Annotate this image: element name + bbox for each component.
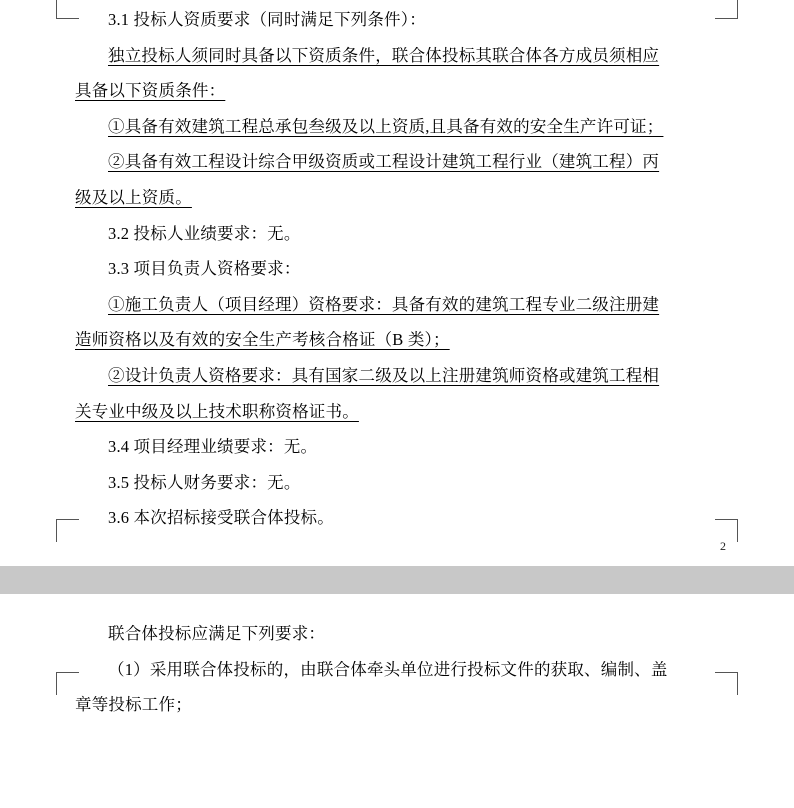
crop-mark-page2-right	[715, 672, 738, 695]
paragraph-3-1-heading: 3.1 投标人资质要求（同时满足下列条件）：	[108, 10, 426, 29]
document-page-2	[0, 594, 794, 808]
paragraph-3-3-item-2-line-2: 关专业中级及以上技术职称资格证书。	[75, 401, 359, 421]
crop-mark-bottom-right	[715, 519, 738, 542]
crop-mark-top-right	[715, 0, 738, 19]
page-2-content	[0, 594, 794, 723]
paragraph-joint-bid-heading: 联合体投标应满足下列要求：	[108, 624, 326, 643]
crop-mark-bottom-left	[56, 519, 79, 542]
crop-mark-top-left	[56, 0, 79, 19]
crop-mark-page2-left	[56, 672, 79, 695]
paragraph-3-3-heading: 3.3 项目负责人资格要求：	[108, 259, 301, 279]
paragraph-3-4: 3.4 项目经理业绩要求：无。	[108, 437, 318, 457]
paragraph-3-3-item-2-line-1: ②设计负责人资格要求：具有国家二级及以上注册建筑师资格或建筑工程相	[108, 365, 660, 385]
paragraph-3-3-item-1-line-1: ①施工负责人（项目经理）资格要求：具备有效的建筑工程专业二级注册建	[108, 294, 660, 314]
page-separator	[0, 566, 794, 594]
paragraph-joint-bid-item-1-line-1: （1）采用联合体投标的，由联合体牵头单位进行投标文件的获取、编制、盖	[108, 659, 668, 679]
paragraph-3-1-line-2: 具备以下资质条件：	[75, 81, 226, 101]
paragraph-3-1-item-1: ①具备有效建筑工程总承包叁级及以上资质,且具备有效的安全生产许可证；	[108, 116, 664, 136]
page-2-crop-marks	[0, 672, 794, 696]
paragraph-3-5: 3.5 投标人财务要求：无。	[108, 472, 301, 492]
paragraph-3-2: 3.2 投标人业绩要求：无。	[108, 223, 301, 243]
paragraph-3-1-line-1: 独立投标人须同时具备以下资质条件，联合体投标其联合体各方成员须相应	[108, 45, 660, 65]
paragraph-3-3-item-1-line-2: 造师资格以及有效的安全生产考核合格证（B 类）；	[75, 330, 450, 350]
paragraph-3-6: 3.6 本次招标接受联合体投标。	[108, 508, 334, 528]
paragraph-joint-bid-item-1-line-2: 章等投标工作；	[75, 695, 192, 715]
page-number: 2	[720, 539, 726, 553]
paragraph-3-1-item-2-line-1: ②具备有效工程设计综合甲级资质或工程设计建筑工程行业（建筑工程）丙	[108, 152, 660, 172]
paragraph-3-1-item-2-line-2: 级及以上资质。	[75, 187, 192, 207]
